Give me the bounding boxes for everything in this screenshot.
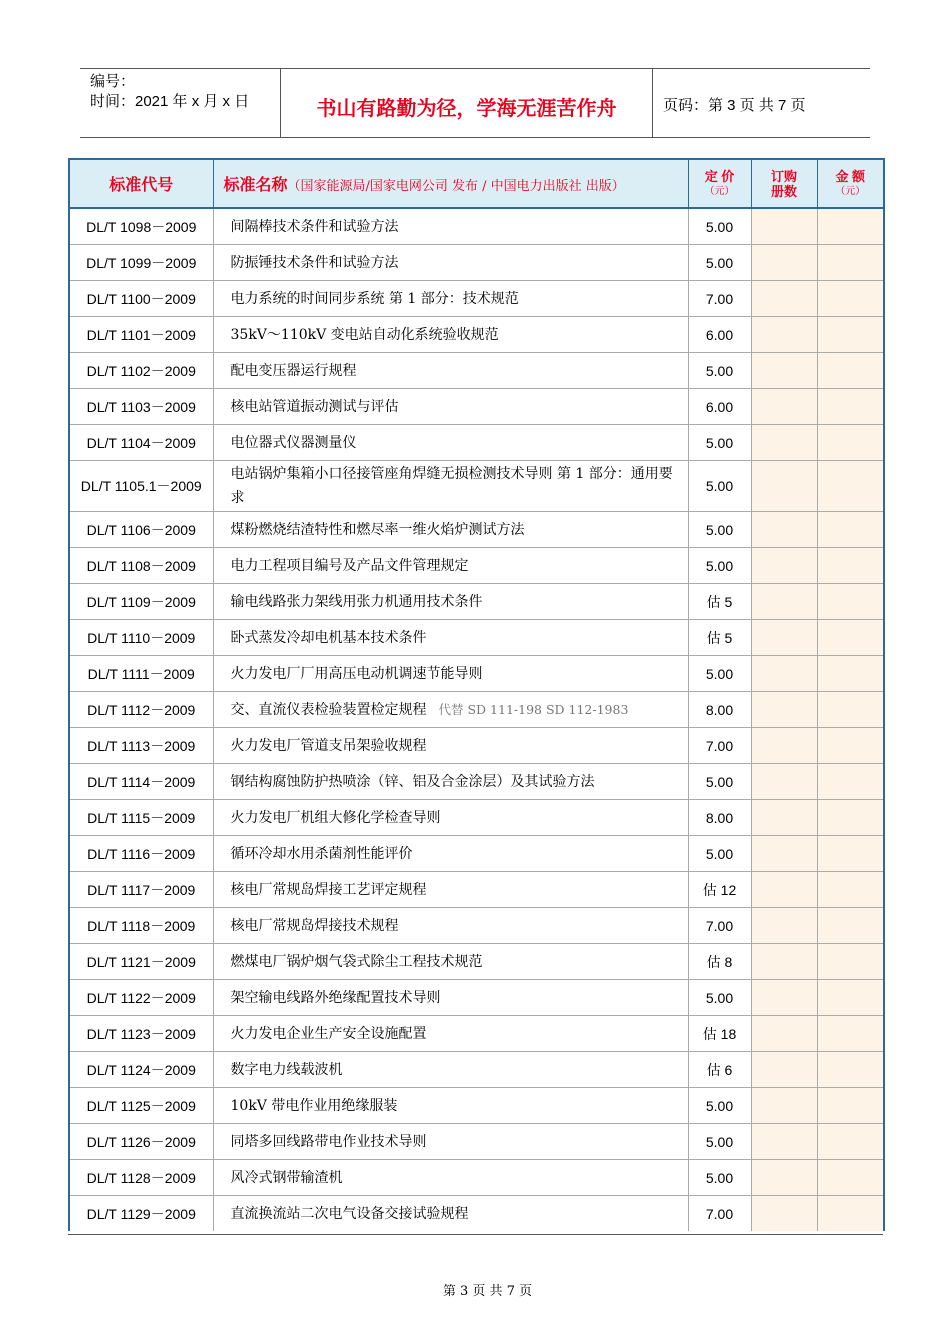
standard-name-cell [213,512,688,548]
standard-name: 火力发电企业生产安全设施配置 [230,1025,427,1042]
standard-code: DL/T 1122－2009 [69,980,213,1016]
table-row [69,425,884,461]
amount-cell[interactable] [817,245,884,281]
standard-code: DL/T 1109－2009 [69,584,213,620]
table-row [69,980,884,1016]
amount-cell[interactable] [817,512,884,548]
order-quantity-cell[interactable] [751,353,817,389]
standard-name: 交、直流仪表检验装置检定规程 [230,701,427,718]
standard-name: 火力发电厂厂用高压电动机调速节能导则 [230,665,483,682]
standard-name-cell [213,692,688,728]
table-row [69,908,884,944]
standard-name: 直流换流站二次电气设备交接试验规程 [230,1205,469,1222]
order-quantity-cell[interactable] [751,584,817,620]
amount-cell[interactable] [817,692,884,728]
standard-code: DL/T 1099－2009 [69,245,213,281]
standard-name: 数字电力线载波机 [230,1061,343,1078]
order-quantity-cell[interactable] [751,281,817,317]
price-cell: 5.00 [688,548,751,584]
header-order-line1: 订购 [770,168,797,184]
table-row [69,1052,884,1088]
header-name-label: 标准名称 [223,177,288,194]
order-quantity-cell[interactable] [751,1196,817,1232]
table-row [69,836,884,872]
standard-name-cell [213,908,688,944]
standard-code: DL/T 1117－2009 [69,872,213,908]
standard-name: 燃煤电厂锅炉烟气袋式除尘工程技术规范 [230,953,483,970]
order-quantity-cell[interactable] [751,1016,817,1052]
standard-name-cell [213,1124,688,1160]
order-quantity-cell[interactable] [751,836,817,872]
standards-table [68,158,885,1231]
standard-code: DL/T 1104－2009 [69,425,213,461]
standard-name: 核电厂常规岛焊接工艺评定规程 [230,881,427,898]
order-quantity-cell[interactable] [751,548,817,584]
standard-name: 电力工程项目编号及产品文件管理规定 [230,557,469,574]
standard-name-cell [213,389,688,425]
table-row [69,764,884,800]
standard-code: DL/T 1116－2009 [69,836,213,872]
amount-cell[interactable] [817,1160,884,1196]
header-page-label: 页码：第 3 页 共 7 页 [663,96,806,114]
standard-code: DL/T 1110－2009 [69,620,213,656]
price-cell: 8.00 [688,800,751,836]
order-quantity-cell[interactable] [751,692,817,728]
price-cell: 7.00 [688,1196,751,1232]
amount-cell[interactable] [817,208,884,245]
price-cell: 估 6 [688,1052,751,1088]
header-amount-unit: （元） [835,185,866,197]
amount-cell[interactable] [817,728,884,764]
price-cell: 5.00 [688,1088,751,1124]
standard-name: 煤粉燃烧结渣特性和燃尽率一维火焰炉测试方法 [230,521,525,538]
amount-cell[interactable] [817,1196,884,1232]
amount-cell[interactable] [817,836,884,872]
table-row [69,512,884,548]
table-row [69,389,884,425]
order-quantity-cell[interactable] [751,389,817,425]
standard-name: 电位器式仪器测量仪 [230,434,357,451]
table-row [69,620,884,656]
page-footer: 第 3 页 共 7 页 [442,1284,533,1299]
standard-name: 同塔多回线路带电作业技术导则 [230,1133,427,1150]
standard-name: 架空输电线路外绝缘配置技术导则 [230,989,441,1006]
standard-code: DL/T 1112－2009 [69,692,213,728]
table-row [69,1124,884,1160]
table-row [69,656,884,692]
price-cell: 5.00 [688,1124,751,1160]
price-cell: 8.00 [688,692,751,728]
price-cell: 5.00 [688,461,751,512]
price-cell: 5.00 [688,353,751,389]
price-cell: 估 5 [688,620,751,656]
table-row [69,317,884,353]
price-cell: 5.00 [688,425,751,461]
price-cell: 5.00 [688,512,751,548]
order-quantity-cell[interactable] [751,512,817,548]
standard-name: 电站锅炉集箱小口径接管座角焊缝无损检测技术导则 第 1 部分：通用要求 [230,466,673,506]
order-quantity-cell[interactable] [751,425,817,461]
header-meta [80,69,281,137]
standard-name: 间隔棒技术条件和试验方法 [230,218,399,235]
standard-name-cell [213,317,688,353]
standard-code: DL/T 1115－2009 [69,800,213,836]
header-amount-label: 金 额 [835,168,866,184]
standard-code: DL/T 1101－2009 [69,317,213,353]
price-cell: 估 8 [688,944,751,980]
page-header [80,68,870,138]
standard-name: 防振锤技术条件和试验方法 [230,254,399,271]
amount-cell[interactable] [817,389,884,425]
standard-code: DL/T 1126－2009 [69,1124,213,1160]
price-cell: 7.00 [688,908,751,944]
amount-cell[interactable] [817,425,884,461]
amount-cell[interactable] [817,980,884,1016]
price-cell: 5.00 [688,836,751,872]
order-quantity-cell[interactable] [751,944,817,980]
standard-name-cell [213,944,688,980]
standard-name-cell [213,461,688,512]
amount-cell[interactable] [817,656,884,692]
standard-name: 配电变压器运行规程 [230,362,357,379]
order-quantity-cell[interactable] [751,461,817,512]
table-row [69,1088,884,1124]
order-quantity-cell[interactable] [751,1052,817,1088]
standard-name-cell [213,872,688,908]
amount-cell[interactable] [817,872,884,908]
standard-code: DL/T 1105.1－2009 [69,461,213,512]
standard-name: 电力系统的时间同步系统 第 1 部分：技术规范 [230,290,519,307]
standard-name: 35kV～110kV 变电站自动化系统验收规范 [230,326,499,343]
standard-code: DL/T 1113－2009 [69,728,213,764]
standard-name: 核电站管道振动测试与评估 [230,398,399,415]
table-row [69,728,884,764]
time-label: 时间：2021 年 x 月 x 日 [90,93,250,110]
table-row [69,692,884,728]
price-cell: 5.00 [688,980,751,1016]
standard-name: 火力发电厂管道支吊架验收规程 [230,737,427,754]
standard-code: DL/T 1114－2009 [69,764,213,800]
amount-cell[interactable] [817,1088,884,1124]
standard-name: 火力发电厂机组大修化学检查导则 [230,809,441,826]
price-cell: 5.00 [688,245,751,281]
table-row [69,208,884,245]
number-label: 编号： [90,73,136,90]
amount-cell[interactable] [817,1124,884,1160]
price-cell: 7.00 [688,281,751,317]
price-cell: 估 12 [688,872,751,908]
price-cell: 估 5 [688,584,751,620]
standard-name-cell [213,1016,688,1052]
standard-name: 核电厂常规岛焊接技术规程 [230,917,399,934]
order-quantity-cell[interactable] [751,872,817,908]
table-row [69,800,884,836]
standard-name: 卧式蒸发冷却电机基本技术条件 [230,629,427,646]
standard-name-cell [213,656,688,692]
standard-name-cell [213,353,688,389]
price-cell: 7.00 [688,728,751,764]
price-cell: 6.00 [688,389,751,425]
order-quantity-cell[interactable] [751,656,817,692]
amount-cell[interactable] [817,764,884,800]
price-cell: 6.00 [688,317,751,353]
order-quantity-cell[interactable] [751,620,817,656]
table-bottom-rule [68,1234,883,1235]
amount-cell[interactable] [817,620,884,656]
table-row [69,1016,884,1052]
standard-code: DL/T 1100－2009 [69,281,213,317]
standard-code: DL/T 1124－2009 [69,1052,213,1088]
table-row [69,461,884,512]
amount-cell[interactable] [817,461,884,512]
standard-code: DL/T 1098－2009 [69,208,213,245]
standard-code: DL/T 1125－2009 [69,1088,213,1124]
amount-cell[interactable] [817,353,884,389]
order-quantity-cell[interactable] [751,317,817,353]
amount-cell[interactable] [817,317,884,353]
table-row [69,872,884,908]
standard-name-cell [213,1052,688,1088]
amount-cell[interactable] [817,1016,884,1052]
standard-name-cell [213,245,688,281]
standard-name-cell [213,836,688,872]
standard-name-cell [213,548,688,584]
order-quantity-cell[interactable] [751,764,817,800]
table-row [69,281,884,317]
header-order [751,159,817,208]
table-row [69,944,884,980]
standard-name: 输电线路张力架线用张力机通用技术条件 [230,593,483,610]
header-amount [817,159,884,208]
order-quantity-cell[interactable] [751,245,817,281]
standard-code: DL/T 1118－2009 [69,908,213,944]
amount-cell[interactable] [817,908,884,944]
order-quantity-cell[interactable] [751,980,817,1016]
price-cell: 5.00 [688,656,751,692]
amount-cell[interactable] [817,281,884,317]
price-cell: 估 18 [688,1016,751,1052]
standard-code: DL/T 1102－2009 [69,353,213,389]
header-price [688,159,751,208]
standard-name-cell [213,584,688,620]
standard-code: DL/T 1111－2009 [69,656,213,692]
amount-cell[interactable] [817,548,884,584]
standard-code: DL/T 1121－2009 [69,944,213,980]
header-motto: 书山有路勤为径，学海无涯苦作舟 [281,69,653,137]
standard-code: DL/T 1123－2009 [69,1016,213,1052]
header-code: 标准代号 [69,159,213,208]
standard-name: 风冷式钢带输渣机 [230,1169,343,1186]
order-quantity-cell[interactable] [751,208,817,245]
table-row [69,353,884,389]
order-quantity-cell[interactable] [751,1160,817,1196]
table-row [69,1160,884,1196]
standard-name-cell [213,980,688,1016]
standard-name-cell [213,1196,688,1232]
amount-cell[interactable] [817,1052,884,1088]
header-price-unit: （元） [704,185,735,197]
standard-code: DL/T 1103－2009 [69,389,213,425]
order-quantity-cell[interactable] [751,728,817,764]
price-cell: 5.00 [688,1160,751,1196]
price-cell: 5.00 [688,764,751,800]
standard-name-cell [213,1160,688,1196]
standard-name-cell [213,281,688,317]
standard-name: 钢结构腐蚀防护热喷涂（锌、铝及合金涂层）及其试验方法 [230,773,595,790]
standard-name-cell [213,425,688,461]
table-body [69,208,884,1231]
order-quantity-cell[interactable] [751,1124,817,1160]
order-quantity-cell[interactable] [751,908,817,944]
price-cell: 5.00 [688,208,751,245]
amount-cell[interactable] [817,800,884,836]
standard-code: DL/T 1106－2009 [69,512,213,548]
standard-code: DL/T 1108－2009 [69,548,213,584]
standard-name-cell [213,800,688,836]
standard-name-cell [213,620,688,656]
standard-name-cell [213,208,688,245]
header-name [213,159,688,208]
table-row [69,1196,884,1232]
table-row [69,584,884,620]
standard-name: 10kV 带电作业用绝缘服装 [230,1097,398,1114]
standard-code: DL/T 1129－2009 [69,1196,213,1232]
amount-cell[interactable] [817,944,884,980]
order-quantity-cell[interactable] [751,800,817,836]
standard-name-cell [213,764,688,800]
amount-cell[interactable] [817,584,884,620]
standard-name-cell [213,728,688,764]
standard-name-cell [213,1088,688,1124]
table-row [69,245,884,281]
header-price-label: 定 价 [704,168,735,184]
table-header-row [69,159,884,208]
standard-code: DL/T 1128－2009 [69,1160,213,1196]
standard-name: 循环冷却水用杀菌剂性能评价 [230,845,413,862]
header-name-sub: （国家能源局/国家电网公司 发布 / 中国电力出版社 出版） [287,179,625,194]
header-order-line2: 册数 [770,183,797,199]
order-quantity-cell[interactable] [751,1088,817,1124]
table-row [69,548,884,584]
replaces-note: 代替 SD 111-198 SD 112-1983 [438,701,629,717]
